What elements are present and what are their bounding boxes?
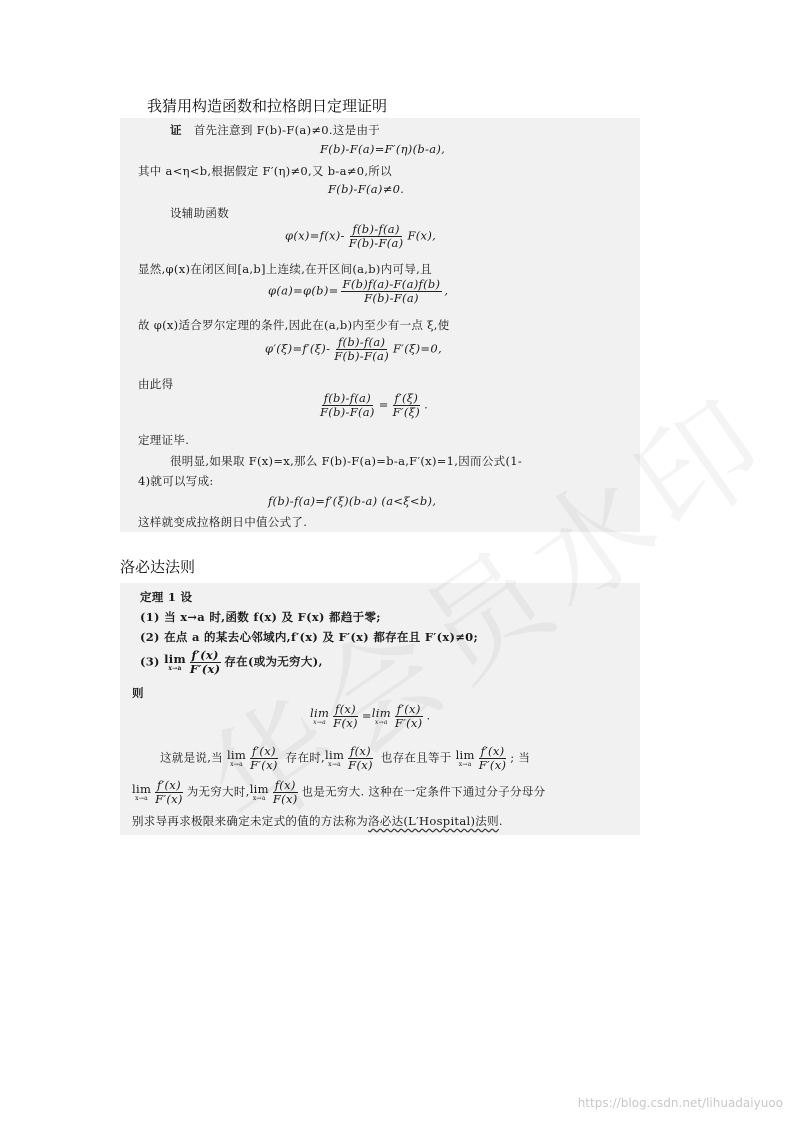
lhospital-rule-term: 洛必达(L′Hospital)法则	[368, 814, 499, 828]
p1-lim-2	[325, 747, 345, 768]
proof-line-1	[170, 122, 380, 138]
eq4-fraction	[341, 278, 443, 305]
eq5-right: F′(ξ)=0,	[393, 341, 442, 356]
proof-line-8: 很明显,如果取 F(x)=x,那么 F(b)-F(a)=b-a,F′(x)=1,因而公式(1-	[170, 454, 523, 468]
p1-frac-1-num: f′(x)	[251, 744, 276, 758]
p3-end: .	[498, 814, 503, 828]
proof-line-5: 故 φ(x)适合罗尔定理的条件,因此在(a,b)内至少有一点 ξ,使	[138, 318, 450, 332]
proof-line-9: 4)就可以写成:	[138, 474, 214, 488]
c3-suffix: 存在(或为无穷大),	[224, 654, 323, 669]
proof-eq-2: F(b)-F(a)≠0.	[328, 182, 405, 196]
proof-eq-7: f(b)-f(a)=f′(ξ)(b-a) (a<ξ<b),	[268, 494, 437, 508]
eq-left-den: F(x)	[333, 716, 358, 730]
proof-eq-5	[265, 336, 442, 363]
eq-right-den: F′(x)	[394, 716, 423, 730]
eq-lim-left-word: lim	[310, 705, 330, 720]
eq3-fraction	[347, 223, 406, 250]
eq6-den-1: F(b)-F(a)	[320, 405, 375, 419]
proof-line-2: 其中 a<η<b,根据假定 F′(η)≠0,又 b-a≠0,所以	[138, 164, 392, 178]
proof-line-7: 定理证毕.	[138, 433, 190, 447]
p1-d: ; 当	[510, 750, 531, 765]
eq3-den: F(b)-F(a)	[348, 236, 404, 250]
proof-line-3: 设辅助函数	[170, 206, 229, 220]
p1-lim-3	[455, 747, 475, 768]
theorem-para-line-3	[132, 813, 503, 829]
eq5-num: f(b)-f(a)	[338, 335, 386, 349]
p1-frac-3-den: F′(x)	[478, 758, 507, 772]
theorem-para-line-2	[132, 779, 545, 806]
eq-left-num: f(x)	[335, 702, 356, 716]
eq6-fraction-2	[391, 392, 422, 419]
theorem-para-line-1	[160, 745, 530, 772]
heading-lagrange: 我猜用构造函数和拉格朗日定理证明	[147, 97, 388, 115]
c3-fraction	[188, 649, 222, 676]
p1-frac-1-den: F′(x)	[250, 758, 278, 772]
p2-frac-2-den: F(x)	[272, 792, 298, 806]
proof-line-10: 这样就变成拉格朗日中值公式了.	[138, 515, 308, 529]
p1-lim-3-word: lim	[455, 747, 475, 762]
eq6-fraction-1	[318, 392, 377, 419]
eq-equals: =	[361, 708, 372, 723]
eq-fraction-right	[393, 703, 425, 730]
p2-b: 为无穷大时,	[186, 784, 250, 799]
p2-lim-1-sub: x→a	[135, 794, 149, 802]
p2-frac-2-num: f(x)	[274, 778, 296, 792]
proof-line-6: 由此得	[138, 377, 174, 391]
eq6-end: .	[424, 397, 429, 412]
p1-lim-1	[226, 747, 247, 768]
p2-frac-1-num: f′(x)	[157, 778, 181, 792]
p1-frac-2-num: f(x)	[350, 744, 371, 758]
eq-end: .	[426, 708, 431, 723]
eq4-num: F(b)f(a)-F(a)f(b)	[342, 277, 441, 291]
proof-eq-4	[268, 278, 448, 305]
p2-lim-2-word: lim	[249, 781, 269, 796]
eq4-right: ,	[444, 283, 449, 298]
eq6-mid: =	[378, 397, 389, 412]
c3-den: F′(x)	[189, 662, 221, 676]
proof-scan-image	[120, 118, 640, 532]
c3-prefix: (3)	[140, 654, 160, 669]
p1-frac-2	[346, 745, 375, 772]
p1-lim-1-sub: x→a	[230, 760, 243, 768]
p2-frac-2	[271, 779, 300, 806]
p2-lim-1-word: lim	[132, 781, 152, 796]
footer-watermark-url: https://blog.csdn.net/lihuadaiyuoo	[577, 1096, 783, 1110]
p1-frac-3-num: f′(x)	[480, 744, 505, 758]
eq3-right: F(x),	[407, 228, 437, 243]
eq-lim-left-sub: x→a	[313, 718, 327, 726]
eq-lim-right-sub: x→a	[374, 718, 388, 726]
p1-lim-2-sub: x→a	[328, 760, 342, 768]
proof-eq-6	[316, 392, 428, 419]
eq3-left: φ(x)=f(x)-	[285, 228, 345, 243]
p1-b: 存在时,	[285, 750, 325, 765]
p2-frac-1-den: F′(x)	[155, 792, 183, 806]
p1-a: 这就是说,当	[160, 750, 223, 765]
p1-c: 也存在且等于	[380, 750, 452, 765]
p2-lim-2-sub: x→a	[252, 794, 266, 802]
theorem-then: 则	[132, 686, 144, 700]
eq5-fraction	[332, 336, 391, 363]
eq-fraction-left	[331, 703, 360, 730]
theorem-scan-image	[120, 583, 640, 835]
eq-lim-left	[310, 705, 330, 726]
theorem-condition-3	[140, 649, 323, 676]
proof-eq-3	[285, 223, 436, 250]
p3-a: 别求导再求极限来确定未定式的值的方法称为	[132, 814, 368, 828]
p1-lim-2-word: lim	[325, 747, 345, 762]
eq6-num-1: f(b)-f(a)	[323, 391, 371, 405]
eq-right-num: f′(x)	[396, 702, 421, 716]
eq-lim-right-word: lim	[371, 705, 391, 720]
eq5-left: φ′(ξ)=f′(ξ)-	[265, 341, 331, 356]
heading-lhospital: 洛必达法则	[120, 558, 196, 576]
eq4-left: φ(a)=φ(b)=	[268, 283, 339, 298]
proof-label: 证	[170, 123, 182, 137]
p1-frac-2-den: F(x)	[348, 758, 373, 772]
theorem-condition-2: (2) 在点 a 的某去心邻域内,f′(x) 及 F′(x) 都存在且 F′(x)≠0;	[140, 630, 479, 644]
c3-num: f′(x)	[191, 648, 219, 662]
p1-frac-1	[248, 745, 280, 772]
p2-frac-1	[153, 779, 185, 806]
eq5-den: F(b)-F(a)	[334, 349, 389, 363]
proof-line-1-text: 首先注意到 F(b)-F(a)≠0.这是由于	[193, 123, 381, 137]
c3-lim-word: lim	[164, 651, 186, 666]
p1-lim-3-sub: x→a	[458, 760, 472, 768]
eq4-den: F(b)-F(a)	[364, 291, 419, 305]
theorem-main-eq	[310, 703, 430, 730]
p2-c: 也是无穷大. 这种在一定条件下通过分子分母分	[301, 784, 546, 799]
eq3-num: f(b)-f(a)	[352, 222, 400, 236]
c3-lim-sub: x→a	[168, 664, 182, 672]
theorem-condition-1: (1) 当 x→a 时,函数 f(x) 及 F(x) 都趋于零;	[140, 610, 381, 624]
c3-lim	[164, 651, 186, 672]
p1-lim-1-word: lim	[226, 747, 247, 762]
eq-lim-right	[371, 705, 391, 726]
p2-lim-2	[249, 781, 269, 802]
p2-lim-1	[132, 781, 152, 802]
eq6-den-2: F′(ξ)	[392, 405, 421, 419]
p1-frac-3	[477, 745, 509, 772]
eq6-num-2: f′(ξ)	[394, 391, 419, 405]
theorem-title: 定理 1 设	[140, 590, 193, 604]
proof-eq-1: F(b)-F(a)=F′(η)(b-a),	[320, 142, 446, 156]
proof-line-4: 显然,φ(x)在闭区间[a,b]上连续,在开区间(a,b)内可导,且	[138, 262, 432, 276]
